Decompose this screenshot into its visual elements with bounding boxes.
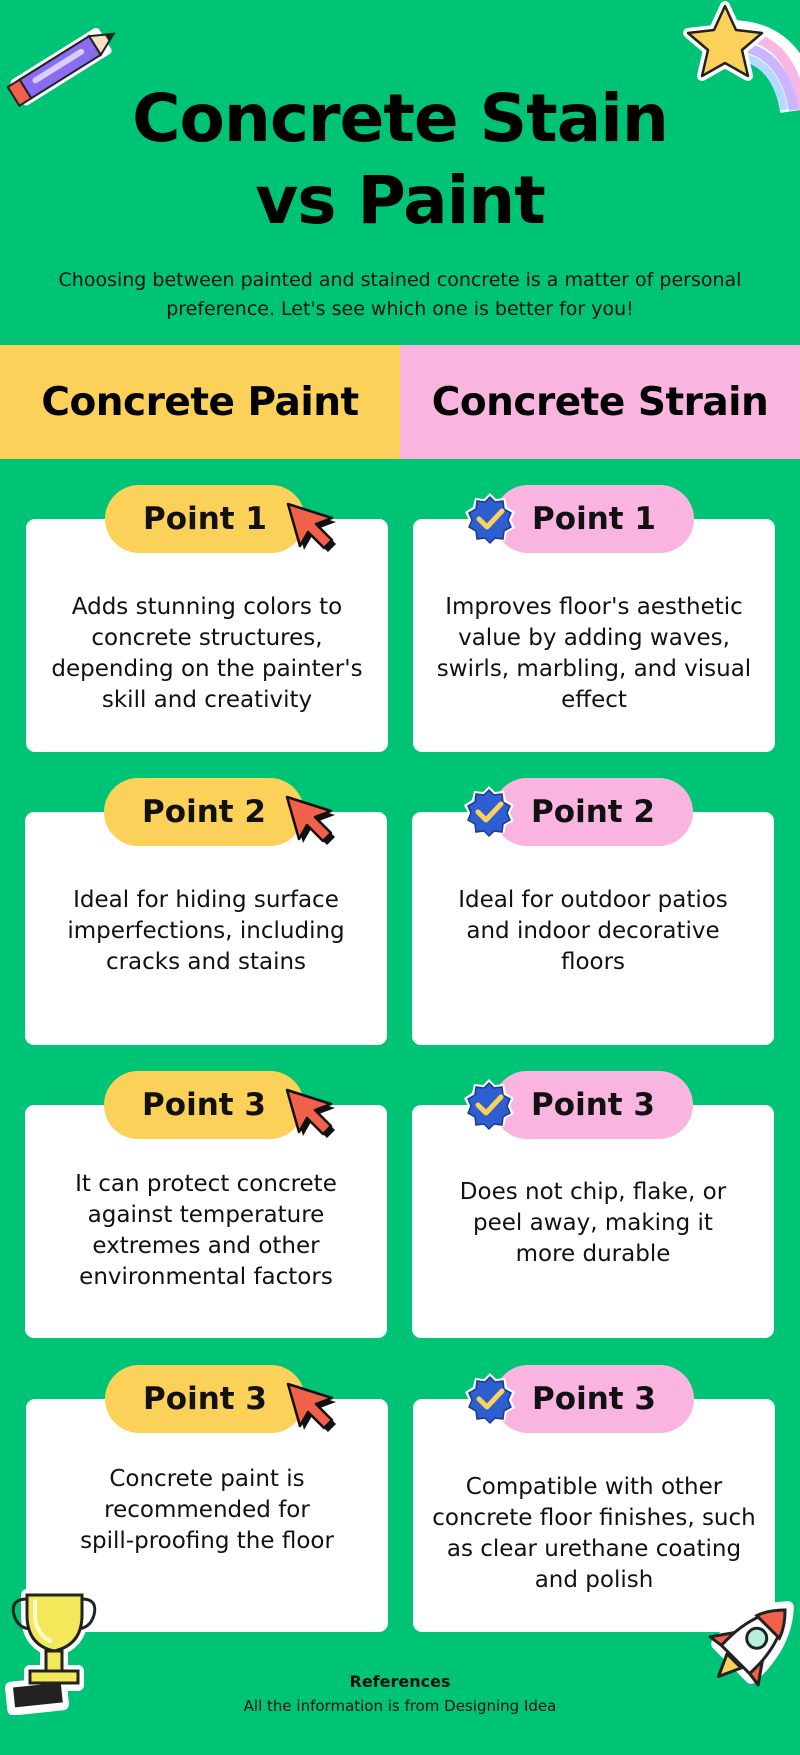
stain-point-label: Point 2: [493, 778, 693, 846]
cursor-arrow-icon: [286, 1380, 350, 1438]
paint-point-text: Adds stunning colors to concrete structures, depending on the painter's skill and creativity: [51, 594, 363, 713]
stain-point-label: Point 3: [493, 1071, 693, 1139]
column-header-stain: Concrete Strain: [400, 345, 800, 459]
cursor-arrow-icon: [286, 500, 350, 558]
title-line-1: Concrete Stain: [132, 80, 668, 157]
title-line-2: vs Paint: [255, 162, 545, 239]
check-badge-icon: [460, 783, 518, 841]
stain-point-label: Point 1: [494, 485, 694, 553]
stain-point-text: Ideal for outdoor patios and indoor decorative floors: [458, 887, 728, 975]
stain-point-label: Point 3: [494, 1365, 694, 1433]
paint-point-label: Point 3: [105, 1365, 305, 1433]
stain-point-text: Compatible with other concrete floor finishes, such as clear urethane coating and polish: [432, 1474, 756, 1593]
stain-point-text: Improves floor's aesthetic value by adding waves, swirls, marbling, and visual effect: [436, 594, 752, 713]
references-heading: References: [349, 1672, 451, 1691]
paint-point-text: Ideal for hiding surface imperfections, including cracks and stains: [67, 887, 345, 975]
check-badge-icon: [461, 1370, 519, 1428]
paint-point-text: It can protect concrete against temperature extremes and other environmental factors: [75, 1171, 337, 1290]
stain-point-card: [413, 519, 775, 752]
page-title: [0, 78, 800, 242]
column-header-paint: Concrete Paint: [0, 345, 400, 459]
cursor-arrow-icon: [285, 1086, 349, 1144]
references-section: [0, 1670, 800, 1718]
paint-point-label: Point 3: [104, 1071, 304, 1139]
paint-point-label: Point 1: [105, 485, 305, 553]
paint-point-label: Point 2: [104, 778, 304, 846]
stain-point-card: [412, 812, 774, 1045]
stain-point-text: Does not chip, flake, or peel away, making it more durable: [459, 1179, 727, 1267]
paint-point-text: Concrete paint is recommended for spill-proofing the floor: [80, 1466, 334, 1554]
intro-text: Choosing between painted and stained concrete is a matter of personal preference. Let's see which one is better for you!: [58, 269, 742, 320]
check-badge-icon: [460, 1076, 518, 1134]
references-text: All the information is from Designing Idea: [243, 1697, 557, 1715]
check-badge-icon: [461, 490, 519, 548]
stain-point-card: [412, 1105, 774, 1338]
cursor-arrow-icon: [285, 793, 349, 851]
